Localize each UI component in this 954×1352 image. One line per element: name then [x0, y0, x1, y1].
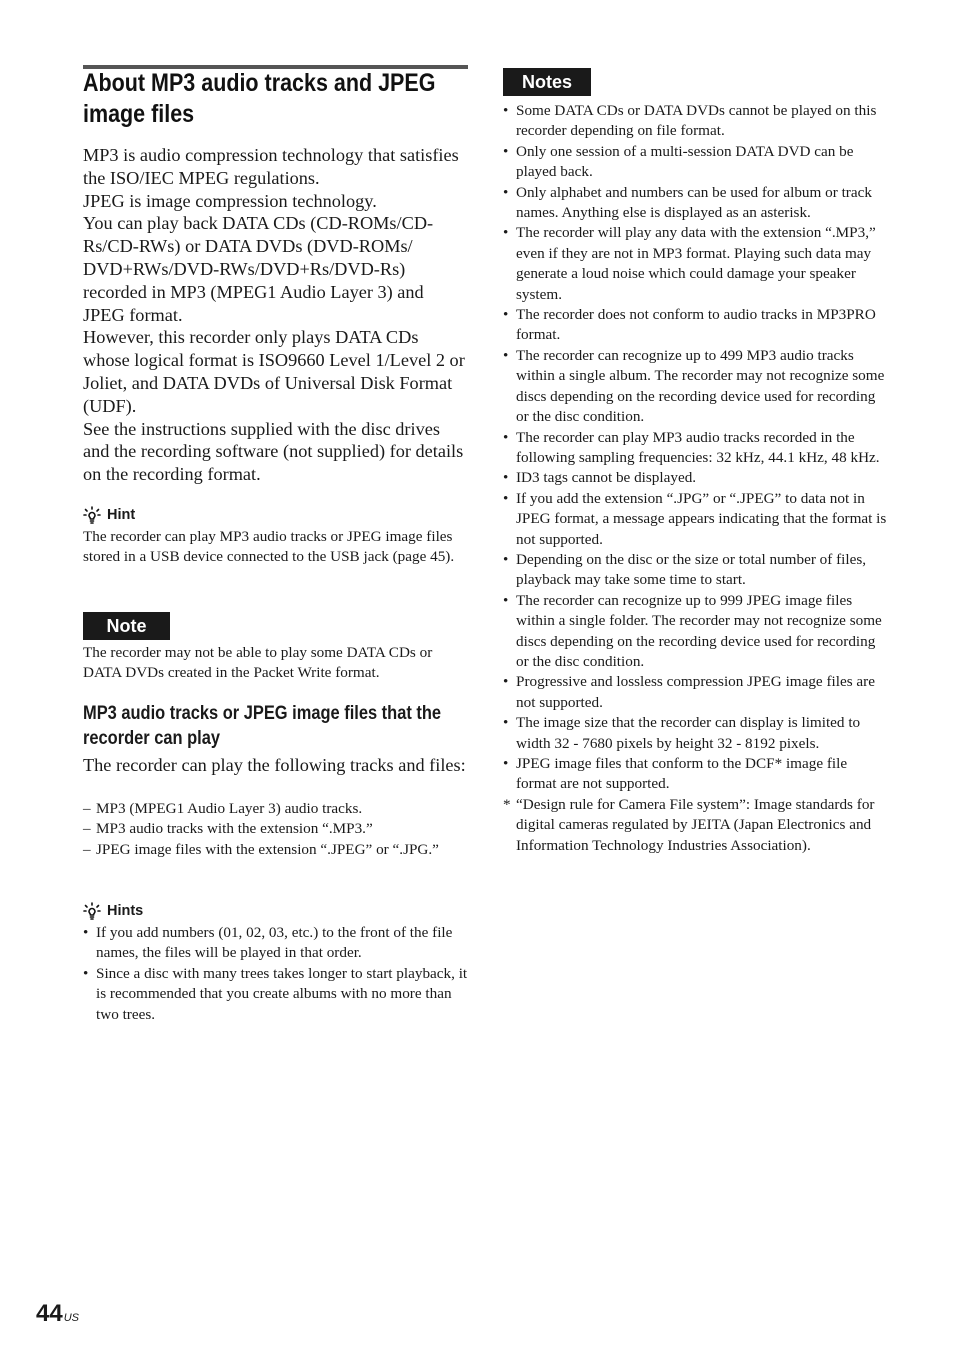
hint-text: The recorder can play MP3 audio tracks or JPEG image files stored in a USB device connected to the USB jack (page 45).: [83, 528, 455, 566]
list-item: • Depending on the disc or the size or total number of files, playback may take some time to start.: [503, 550, 867, 589]
list-item: • The recorder will play any data with the extension “.MP3,” even if they are not in MP3 format. Playing such data may generate a loud noise which could damage your speaker system.: [503, 224, 876, 303]
page-number: $44^{US}$: [36, 1300, 79, 1327]
intro-paragraph: MP3 is audio compression technology that satisfies the ISO/IEC MPEG regulations.: [83, 145, 459, 188]
intro-paragraph: JPEG is image compression technology.: [83, 190, 377, 211]
intro-paragraph: However, this recorder only plays DATA CDs whose logical format is ISO9660 Level 1/Level 2 or Joliet, and DATA DVDs of Universal Disk Format (UDF).: [83, 327, 465, 416]
playable-files-list: [83, 799, 468, 860]
list-item: • The recorder can play MP3 audio tracks recorded in the following sampling frequencies: 32 kHz, 44.1 kHz, 48 kHz.: [503, 428, 880, 466]
list-item: • JPEG image files that conform to the DCF* image file format are not supported.: [503, 755, 848, 793]
notes-label: Notes: [503, 68, 591, 96]
list-item: • Progressive and lossless compression JPEG image files are not supported.: [503, 673, 875, 711]
section-intro: The recorder can play the following tracks and files:: [83, 755, 466, 775]
intro-paragraph: You can play back DATA CDs (CD-ROMs/CD-Rs/CD-RWs) or DATA DVDs (DVD-ROMs/ DVD+RWs/DVD-RWs/DVD+Rs/DVD-Rs) recorded in MP3 (MPEG1 Audio Layer 3) and JPEG format.: [83, 213, 434, 325]
list-item: • If you add numbers (01, 02, 03, etc.) to the front of the file names, the files will be played in that order.: [83, 924, 453, 962]
hints-heading-label: Hints: [107, 903, 144, 919]
list-item: • ID3 tags cannot be displayed.: [503, 469, 697, 487]
list-item: • The recorder can recognize up to 999 JPEG image files within a single folder. The recorder may not recognize some discs depending on the recording device used for recording or the disc condition.: [503, 591, 882, 670]
note-text: The recorder may not be able to play some DATA CDs or DATA DVDs created in the Packet Write format.: [83, 644, 433, 682]
list-item: • Only alphabet and numbers can be used for album or track names. Anything else is displayed as an asterisk.: [503, 183, 872, 222]
footnote: * “Design rule for Camera File system”: Image standards for digital cameras regulated by JEITA (Japan Electronics and Information Technology Industries Association).: [503, 795, 875, 854]
hint-heading-label: Hint: [107, 507, 136, 523]
section-heading: MP3 audio tracks or JPEG image files that the recorder can play: [83, 703, 442, 749]
list-item: • The recorder can recognize up to 499 MP3 audio tracks within a single album. The recorder may not recognize some discs depending on the recording device used for recording or the disc condition.: [503, 346, 885, 426]
list-item: • The recorder does not conform to audio tracks in MP3PRO format.: [503, 306, 876, 344]
page-title: About MP3 audio tracks and JPEG image files: [83, 69, 436, 128]
hints-list: [83, 923, 468, 1025]
intro-paragraph: See the instructions supplied with the disc drives and the recording software (not supplied) for details on the recording format.: [83, 418, 464, 485]
lightbulb-icon: [83, 902, 101, 920]
list-item: • Only one session of a multi-session DATA DVD can be played back.: [503, 142, 854, 181]
hint-heading: [83, 506, 135, 524]
list-item: – MP3 audio tracks with the extension “.MP3.”: [83, 820, 373, 838]
notes-list: [503, 101, 888, 856]
intro-text: [83, 144, 468, 486]
lightbulb-icon: [83, 506, 101, 524]
region-code: US: [63, 1312, 79, 1324]
list-item: • Since a disc with many trees takes longer to start playback, it is recommended that you create albums with no more than two trees.: [83, 964, 468, 1023]
hints-heading: [83, 902, 143, 920]
list-item: – MP3 (MPEG1 Audio Layer 3) audio tracks.: [83, 800, 363, 817]
list-item: • If you add the extension “.JPG” or “.JPEG” to data not in JPEG format, a message appears indicating that the format is not supported.: [503, 489, 887, 548]
list-item: • The image size that the recorder can display is limited to width 32 - 7680 pixels by height 32 - 8192 pixels.: [503, 714, 861, 752]
note-label: Note: [83, 612, 170, 640]
list-item: • Some DATA CDs or DATA DVDs cannot be played on this recorder depending on file format.: [503, 102, 877, 140]
list-item: – JPEG image files with the extension “.JPEG” or “.JPG.”: [83, 840, 439, 858]
